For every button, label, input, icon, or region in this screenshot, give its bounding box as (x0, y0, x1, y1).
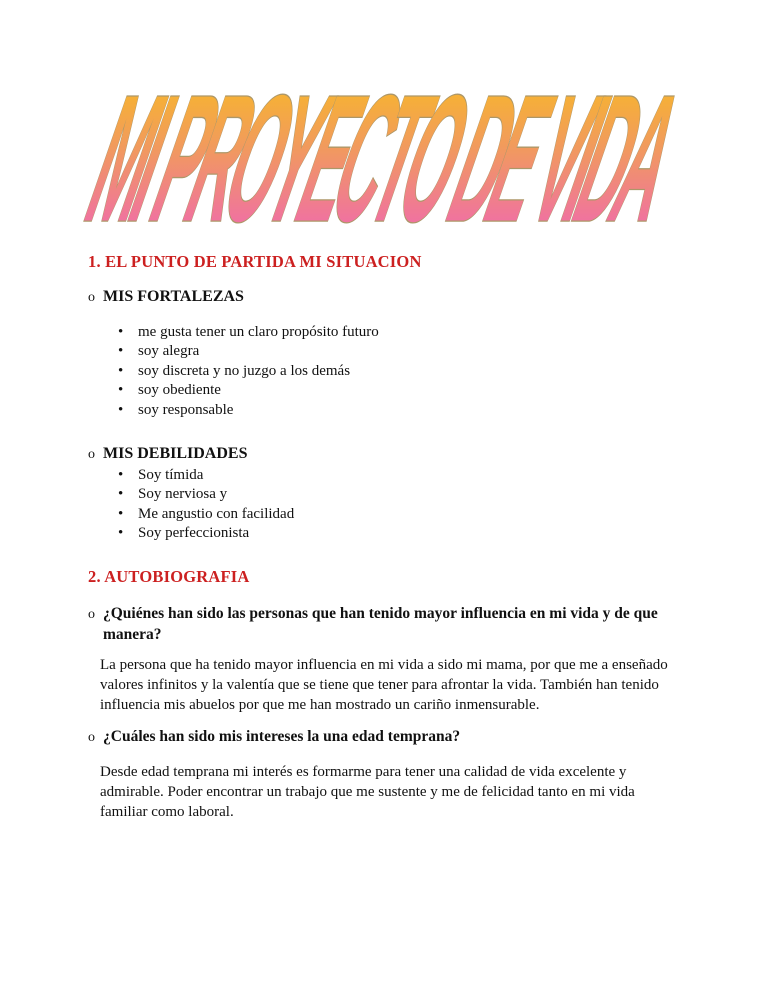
question-line (88, 727, 460, 748)
list-item-text: Soy perfeccionista (138, 525, 250, 542)
list-item (118, 362, 379, 381)
dot-bullet-icon: • (118, 467, 124, 483)
list-item (118, 485, 294, 504)
circle-bullet-icon: o (88, 730, 95, 745)
dot-bullet-icon: • (118, 324, 124, 340)
paragraph-line: admirable. Poder encontrar un trabajo que me sustente y me de felicidad tanto en mi vida (100, 784, 635, 800)
section-heading-1: 1. EL PUNTO DE PARTIDA MI SITUACION (88, 252, 422, 271)
paragraph-line: La persona que ha tenido mayor influencia en mi vida a sido mi mama, por que me a enseñado (100, 657, 668, 673)
list-item-text: soy discreta y no juzgo a los demás (138, 362, 351, 379)
wordart-title-block (72, 84, 720, 240)
list-item (118, 505, 294, 524)
dot-bullet-icon: • (118, 505, 124, 522)
question-1 (88, 604, 658, 645)
list-item-text: Soy nerviosa y (138, 486, 228, 503)
dot-bullet-icon: • (118, 362, 124, 379)
question-line (88, 604, 658, 625)
question-text: ¿Cuáles han sido mis intereses la una edad temprana? (103, 728, 461, 745)
wordart-title: MI PROYECTO DE VIDA (72, 84, 702, 240)
list-item-text: Me angustio con facilidad (138, 505, 295, 522)
circle-bullet-icon: o (88, 290, 95, 305)
dot-bullet-icon: • (118, 486, 124, 503)
question-text: ¿Quiénes han sido las personas que han tenido mayor influencia en mi vida y de que (103, 605, 658, 622)
paragraph-1 (100, 655, 668, 715)
list-item-text: soy alegra (138, 343, 200, 360)
fortalezas-list (118, 323, 379, 420)
dot-bullet-icon: • (118, 401, 124, 418)
fortalezas-label-row (88, 288, 244, 306)
debilidades-label: MIS DEBILIDADES (103, 445, 248, 462)
paragraph-line: familiar como laboral. (100, 804, 234, 820)
question-2 (88, 727, 460, 748)
paragraph-2 (100, 762, 635, 822)
list-item (118, 466, 294, 485)
fortalezas-label: MIS FORTALEZAS (103, 288, 244, 305)
dot-bullet-icon: • (118, 525, 124, 542)
debilidades-list (118, 466, 294, 544)
paragraph-line: valores infinitos y la valentía que se tiene que tener para afrontar la vida. También han tenido (100, 677, 659, 693)
circle-bullet-icon: o (88, 607, 95, 622)
debilidades-label-row (88, 445, 247, 463)
paragraph-line: Desde edad temprana mi interés es formarme para tener una calidad de vida excelente y (100, 764, 627, 780)
dot-bullet-icon: • (118, 343, 124, 360)
list-item (118, 342, 379, 361)
list-item (118, 401, 379, 420)
dot-bullet-icon: • (118, 382, 124, 399)
list-item-text: Soy tímida (138, 467, 204, 483)
wordart-svg (72, 84, 720, 240)
list-item (118, 524, 294, 543)
list-item-text: soy obediente (138, 382, 221, 399)
section-heading-2: 2. AUTOBIOGRAFIA (88, 567, 250, 586)
list-item-text: soy responsable (138, 401, 234, 418)
question-line: manera? (103, 626, 162, 643)
list-item (118, 323, 379, 342)
paragraph-line: influencia mis abuelos por que me han mostrado un cariño inmensurable. (100, 697, 540, 713)
list-item (118, 381, 379, 400)
circle-bullet-icon: o (88, 447, 95, 462)
list-item-text: me gusta tener un claro propósito futuro (138, 324, 379, 340)
